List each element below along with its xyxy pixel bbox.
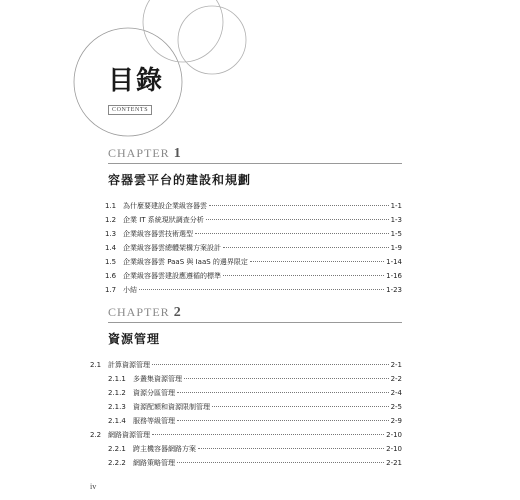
entry-number: 1.7 xyxy=(105,286,117,294)
dot-leader xyxy=(195,233,389,234)
chapter-1-section xyxy=(105,146,402,297)
entry-page: 2-21 xyxy=(386,459,402,467)
entry-number: 2.2.1 xyxy=(108,445,126,453)
entry-title: 企業級容器雲總體架構方案設計 xyxy=(123,244,221,252)
entry-number: 1.2 xyxy=(105,216,117,224)
chapter-heading xyxy=(108,305,402,323)
entry-title: 企業級容器雲 PaaS 與 IaaS 的邊界限定 xyxy=(123,258,248,266)
entry-page: 1-5 xyxy=(390,230,402,238)
entry-number: 2.2.2 xyxy=(108,459,126,467)
page-number: iv xyxy=(90,482,97,491)
dot-leader xyxy=(139,289,384,290)
entry-number: 2.1.1 xyxy=(108,375,126,383)
toc-entry[interactable] xyxy=(90,442,402,456)
chapter-heading xyxy=(108,146,402,164)
entry-title: 跨主機容器網路方案 xyxy=(133,445,196,453)
toc-entry[interactable] xyxy=(105,199,402,213)
entry-page: 2-10 xyxy=(386,431,402,439)
entry-number: 2.1.4 xyxy=(108,417,126,425)
entry-title: 資源分區管理 xyxy=(133,389,175,397)
entry-page: 2-5 xyxy=(390,403,402,411)
toc-entry[interactable] xyxy=(105,241,402,255)
entry-title: 為什麼要建設企業級容器雲 xyxy=(123,202,207,210)
entry-page: 1-16 xyxy=(386,272,402,280)
dot-leader xyxy=(198,448,384,449)
chapter-number: 1 xyxy=(173,146,182,161)
entry-page: 2-1 xyxy=(390,361,402,369)
toc-entry[interactable] xyxy=(90,386,402,400)
entry-number: 1.1 xyxy=(105,202,117,210)
toc-entry[interactable] xyxy=(105,283,402,297)
toc-entry[interactable] xyxy=(90,358,402,372)
chapter-number: 2 xyxy=(173,305,182,320)
entry-page: 1-3 xyxy=(390,216,402,224)
toc-title-block xyxy=(108,66,164,115)
dot-leader xyxy=(212,406,389,407)
chapter-label: CHAPTER xyxy=(108,146,170,160)
chapter-title: 容器雲平台的建設和規劃 xyxy=(108,173,252,187)
entry-page: 2-4 xyxy=(390,389,402,397)
toc-entry[interactable] xyxy=(90,400,402,414)
dot-leader xyxy=(177,462,384,463)
dot-leader xyxy=(177,420,389,421)
contents-label: CONTENTS xyxy=(108,105,152,115)
dot-leader xyxy=(206,219,389,220)
entry-title: 小結 xyxy=(123,286,137,294)
entry-number: 2.1 xyxy=(90,361,102,369)
entry-title: 企業級容器雲建設應遵循的標準 xyxy=(123,272,221,280)
dot-leader xyxy=(209,205,389,206)
toc-entry[interactable] xyxy=(90,414,402,428)
dot-leader xyxy=(152,434,384,435)
entry-page: 1-23 xyxy=(386,286,402,294)
entry-number: 1.3 xyxy=(105,230,117,238)
toc-entries xyxy=(105,199,402,297)
entry-page: 1-9 xyxy=(390,244,402,252)
entry-title: 網路策略管理 xyxy=(133,459,175,467)
toc-entry[interactable] xyxy=(105,255,402,269)
toc-entry[interactable] xyxy=(105,227,402,241)
entry-number: 1.5 xyxy=(105,258,117,266)
entry-title: 資源配額和資源限制管理 xyxy=(133,403,210,411)
entry-title: 企業級容器雲技術選型 xyxy=(123,230,193,238)
dot-leader xyxy=(177,392,389,393)
entry-page: 2-10 xyxy=(386,445,402,453)
chapter-label: CHAPTER xyxy=(108,305,170,319)
entry-page: 2-9 xyxy=(390,417,402,425)
entry-title: 計算資源管理 xyxy=(108,361,150,369)
entry-title: 網路資源管理 xyxy=(108,431,150,439)
entry-title: 服務等級管理 xyxy=(133,417,175,425)
entry-number: 2.1.2 xyxy=(108,389,126,397)
entry-number: 1.4 xyxy=(105,244,117,252)
entry-number: 2.1.3 xyxy=(108,403,126,411)
dot-leader xyxy=(223,247,389,248)
entry-page: 1-14 xyxy=(386,258,402,266)
page-title: 目錄 xyxy=(108,66,165,96)
entry-page: 2-2 xyxy=(390,375,402,383)
entry-title: 多叢集資源管理 xyxy=(133,375,182,383)
toc-entry[interactable] xyxy=(90,456,402,470)
toc-entries xyxy=(90,358,402,470)
toc-entry[interactable] xyxy=(105,213,402,227)
toc-entry[interactable] xyxy=(90,428,402,442)
dot-leader xyxy=(223,275,384,276)
dot-leader xyxy=(184,378,389,379)
chapter-2-section xyxy=(90,305,402,470)
entry-title: 企業 IT 系統現狀調查分析 xyxy=(123,216,204,224)
toc-entry[interactable] xyxy=(90,372,402,386)
entry-number: 2.2 xyxy=(90,431,102,439)
entry-number: 1.6 xyxy=(105,272,117,280)
dot-leader xyxy=(152,364,389,365)
toc-entry[interactable] xyxy=(105,269,402,283)
entry-page: 1-1 xyxy=(390,202,402,210)
dot-leader xyxy=(250,261,384,262)
chapter-title: 資源管理 xyxy=(108,332,161,346)
